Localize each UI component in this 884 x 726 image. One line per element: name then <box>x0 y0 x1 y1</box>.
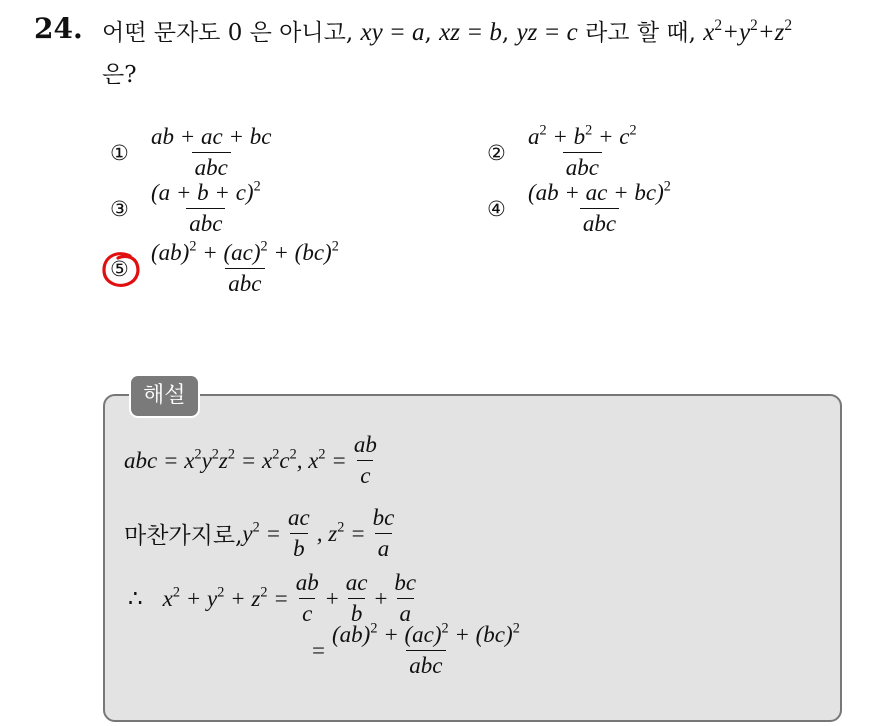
choice-4[interactable] <box>487 180 674 237</box>
solution-line2-y: $y^2$ = <box>242 519 282 546</box>
choice-2[interactable] <box>487 124 640 181</box>
numerator: (ab)$^2$ + (ac)$^2$ + (bc)$^2$ <box>331 620 520 647</box>
solution-fraction <box>343 570 371 627</box>
denominator: c <box>357 460 373 489</box>
choice-marker: ④ <box>487 196 506 221</box>
choice-1[interactable] <box>110 124 274 181</box>
circle-stroke <box>104 254 138 286</box>
plus-sign: + <box>325 585 339 611</box>
numerator: (ab + ac + bc)$^2$ <box>528 178 671 205</box>
numerator: ac <box>288 505 310 530</box>
solution-label: 해설 <box>129 374 200 418</box>
solution-fraction <box>391 570 419 627</box>
choice-marker: ② <box>487 140 506 165</box>
choice-fraction <box>148 180 264 237</box>
denominator: abc <box>225 268 264 297</box>
choice-marker: ① <box>110 140 129 165</box>
numerator: bc <box>394 570 417 595</box>
equals-sign: = <box>312 637 325 663</box>
denominator: b <box>348 598 366 627</box>
condition-xy: xy = a <box>360 19 425 46</box>
choice-marker: ③ <box>110 196 129 221</box>
solution-line-2 <box>124 505 401 562</box>
numerator: ab <box>353 432 377 457</box>
solution-fraction <box>285 505 313 562</box>
choice-marker: ⑤ <box>110 256 129 281</box>
question-number: 24. <box>34 12 83 45</box>
denominator: abc <box>186 208 225 237</box>
question-text: 어떤 문자도 0 은 아니고, xy = a, xz = b, yz = c 라고 할 때, $x^2+y^2+z^2$ <box>102 16 793 46</box>
choice-fraction <box>525 124 640 181</box>
solution-line2-z: , $z^2$ = <box>316 519 366 546</box>
denominator: b <box>290 533 308 562</box>
denominator: abc <box>580 208 619 237</box>
condition-xz: xz = b <box>439 19 502 46</box>
numerator: ac <box>345 570 368 595</box>
choice-fraction <box>148 240 342 297</box>
solution-line-3 <box>128 570 423 627</box>
numerator: ab + ac + bc <box>151 124 272 149</box>
solution-line-1 <box>124 432 384 489</box>
condition-yz: yz = c <box>516 19 578 46</box>
solution-fraction <box>293 570 322 627</box>
solution-line3-lhs: $x^2 + y^2 + z^2$ = <box>162 584 289 611</box>
solution-line2-prefix: 마찬가지로, <box>124 523 243 549</box>
numerator: (ab)$^2$ + (ac)$^2$ + (bc)$^2$ <box>151 238 339 265</box>
question-expression: $x^2+y^2+z^2$ <box>703 16 793 46</box>
answer-circle-mark <box>100 250 144 290</box>
question-intro: 어떤 문자도 0 은 아니고, <box>102 20 361 46</box>
solution-line-4 <box>312 622 527 679</box>
question-text-line2: 은? <box>102 62 137 88</box>
therefore-symbol: ∴ <box>128 585 143 611</box>
choice-fraction <box>148 124 274 181</box>
solution-line1-lhs: abc = $x^2y^2z^2 = x^2c^2$, $x^2$ = <box>124 446 347 473</box>
plus-sign: + <box>374 585 388 611</box>
solution-fraction <box>370 505 398 562</box>
denominator: abc <box>192 152 231 181</box>
denominator: abc <box>563 152 602 181</box>
choice-fraction <box>525 180 674 237</box>
denominator: c <box>299 598 315 627</box>
choice-5[interactable] <box>110 240 342 297</box>
numerator: bc <box>372 505 395 530</box>
denominator: a <box>375 533 393 562</box>
solution-fraction <box>329 622 523 679</box>
choice-3[interactable] <box>110 180 264 237</box>
numerator: $a^2 + b^2 + c^2$ <box>528 122 637 149</box>
denominator: abc <box>406 650 445 679</box>
numerator: $(a + b + c)^2$ <box>151 178 261 205</box>
solution-fraction <box>351 432 380 489</box>
question-middle: 라고 할 때, <box>577 20 704 46</box>
numerator: ab <box>295 570 319 595</box>
denominator: a <box>397 598 415 627</box>
